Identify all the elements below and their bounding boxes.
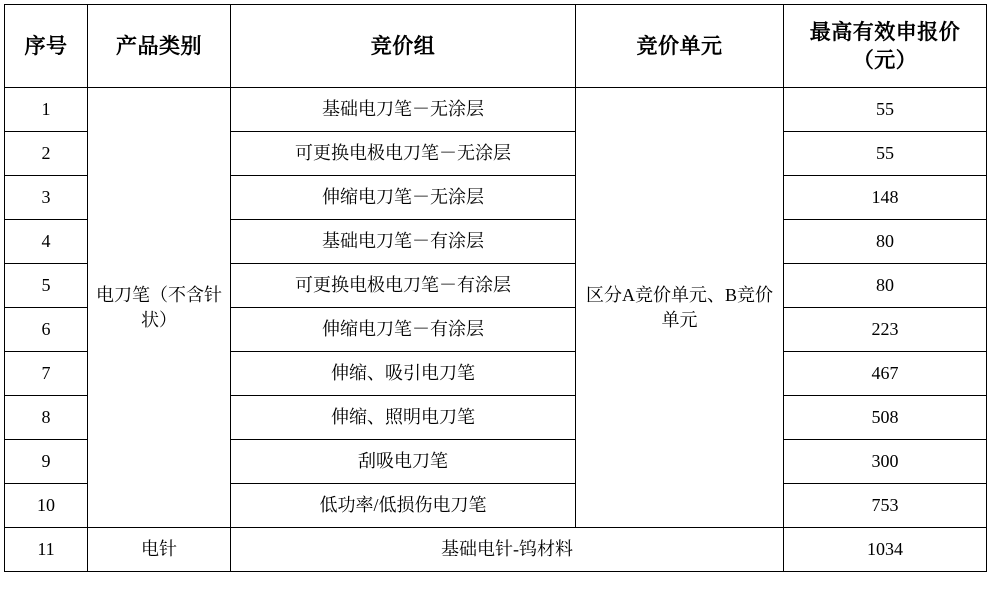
cell-max-price: 148	[784, 176, 987, 220]
cell-sequence: 1	[5, 88, 88, 132]
cell-sequence: 10	[5, 484, 88, 528]
cell-sequence: 11	[5, 528, 88, 572]
cell-bidding-group: 伸缩、照明电刀笔	[231, 396, 576, 440]
cell-max-price: 80	[784, 264, 987, 308]
cell-bidding-group: 伸缩电刀笔－无涂层	[231, 176, 576, 220]
cell-product-category-merged: 电刀笔（不含针状）	[88, 88, 231, 528]
cell-product-category: 电针	[88, 528, 231, 572]
cell-max-price: 55	[784, 132, 987, 176]
cell-sequence: 4	[5, 220, 88, 264]
cell-max-price: 223	[784, 308, 987, 352]
column-header-sequence: 序号	[5, 5, 88, 88]
table-row	[5, 528, 987, 572]
cell-bidding-group: 可更换电极电刀笔－无涂层	[231, 132, 576, 176]
column-header-max-valid-price: 最高有效申报价（元）	[784, 5, 987, 88]
header-row	[5, 5, 987, 88]
cell-bidding-group: 基础电刀笔－无涂层	[231, 88, 576, 132]
cell-max-price: 508	[784, 396, 987, 440]
cell-bidding-group: 低功率/低损伤电刀笔	[231, 484, 576, 528]
column-header-product-category: 产品类别	[88, 5, 231, 88]
cell-bidding-group: 刮吸电刀笔	[231, 440, 576, 484]
cell-sequence: 7	[5, 352, 88, 396]
cell-sequence: 6	[5, 308, 88, 352]
document-page	[0, 4, 992, 594]
cell-bidding-group: 基础电刀笔－有涂层	[231, 220, 576, 264]
cell-max-price: 1034	[784, 528, 987, 572]
table-body	[5, 88, 987, 572]
cell-sequence: 8	[5, 396, 88, 440]
cell-max-price: 467	[784, 352, 987, 396]
cell-sequence: 2	[5, 132, 88, 176]
bid-price-table	[4, 4, 987, 572]
cell-max-price: 55	[784, 88, 987, 132]
cell-max-price: 300	[784, 440, 987, 484]
cell-bidding-group: 伸缩、吸引电刀笔	[231, 352, 576, 396]
cell-bidding-group: 伸缩电刀笔－有涂层	[231, 308, 576, 352]
column-header-bidding-group: 竞价组	[231, 5, 576, 88]
cell-bidding-group: 基础电针-钨材料	[231, 528, 784, 572]
table-row	[5, 88, 987, 132]
cell-sequence: 9	[5, 440, 88, 484]
cell-sequence: 5	[5, 264, 88, 308]
column-header-bidding-unit: 竞价单元	[576, 5, 784, 88]
table-header	[5, 5, 987, 88]
cell-max-price: 80	[784, 220, 987, 264]
cell-bidding-group: 可更换电极电刀笔－有涂层	[231, 264, 576, 308]
cell-sequence: 3	[5, 176, 88, 220]
cell-bidding-unit-merged: 区分A竞价单元、B竞价单元	[576, 88, 784, 528]
cell-max-price: 753	[784, 484, 987, 528]
